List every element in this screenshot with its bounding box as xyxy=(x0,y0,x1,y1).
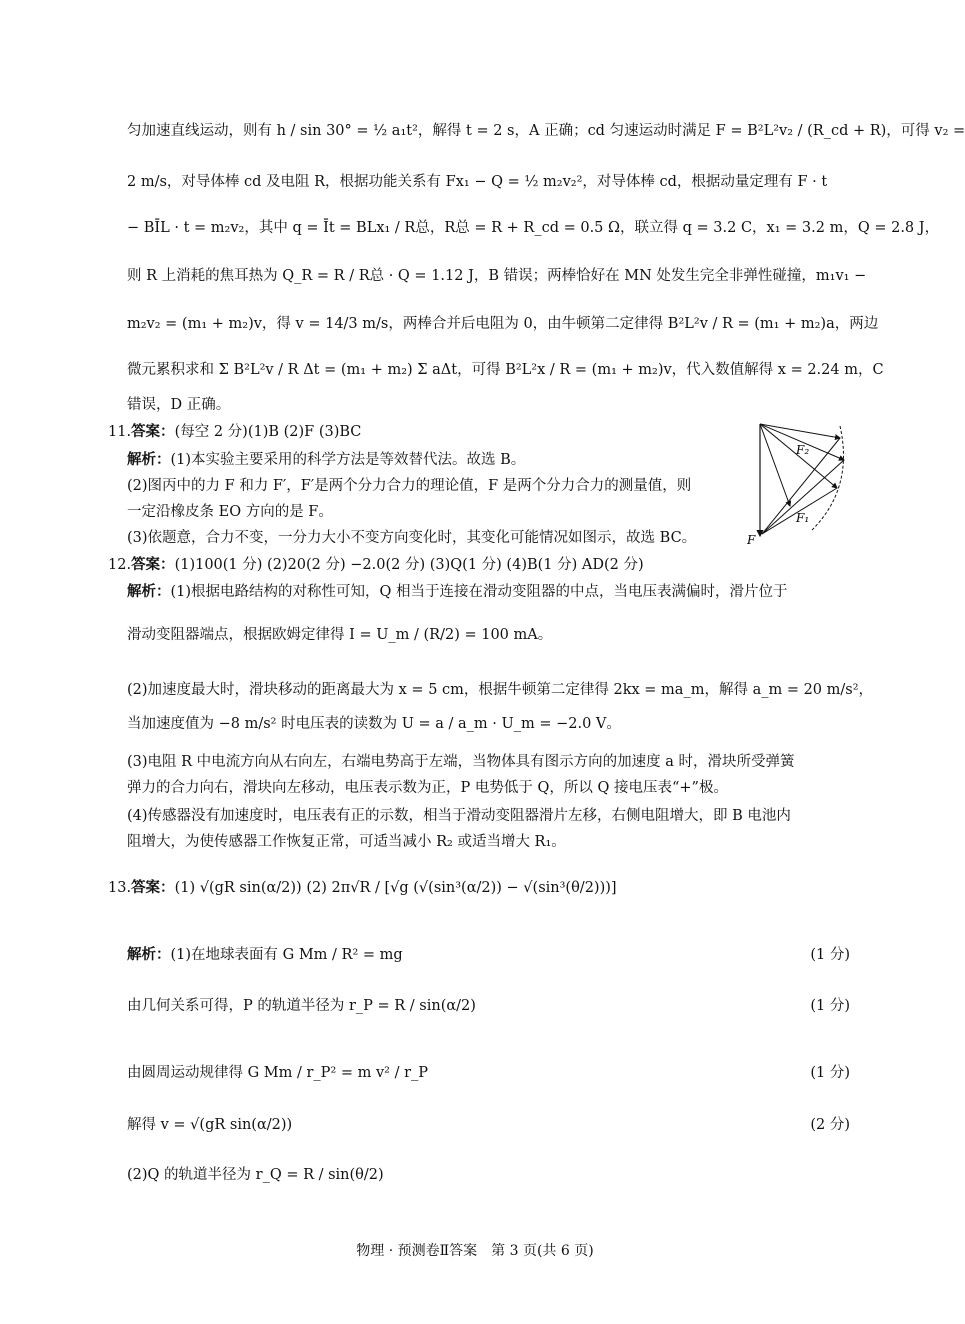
q13-answer: (1) √(gR sin(α/2)) (2) 2π√R / [√g (√(sin³(α/2)) − √(sin³(θ/2)))] xyxy=(174,880,617,896)
q11-answer-row xyxy=(108,422,361,442)
q12-answer-label: 答案： xyxy=(131,556,175,573)
q12-analysis-8: 阻增大，为使传感器工作恢复正常，可适当减小 R₂ 或适当增大 R₁。 xyxy=(127,834,566,850)
continuation-line-4: 则 R 上消耗的焦耳热为 Q_R = R / R总 · Q = 1.12 J，B 错误；两棒恰好在 MN 处发生完全非弹性碰撞，m₁v₁ − xyxy=(127,268,867,284)
label-f1: F₁ xyxy=(796,511,810,525)
continuation-line-6: 微元累积求和 Σ B²L²v / R Δt = (m₁ + m₂) Σ aΔt，可得 B²L²x / R = (m₁ + m₂)v，代入数值解得 x = 2.24 m，C xyxy=(127,362,884,378)
continuation-line-7: 错误，D 正确。 xyxy=(127,397,231,413)
f1-arrow-1 xyxy=(760,424,840,438)
q11-answer: (每空 2 分)(1)B (2)F (3)BC xyxy=(174,424,362,440)
q13-points-2: (1 分) xyxy=(810,998,850,1014)
q12-analysis-2: 滑动变阻器端点，根据欧姆定律得 I = U_m / (R/2) = 100 mA。 xyxy=(127,627,553,643)
q12-analysis-4: 当加速度值为 −8 m/s² 时电压表的读数为 U = a / a_m · U_m = −2.0 V。 xyxy=(127,716,621,732)
q13-number: 13. xyxy=(108,880,132,896)
q12-analysis-3: (2)加速度最大时，滑块移动的距离最大为 x = 5 cm，根据牛顿第二定律得 2kx = ma_m，解得 a_m = 20 m/s²， xyxy=(127,682,874,698)
q13-step-5: (2)Q 的轨道半径为 r_Q = R / sin(θ/2) xyxy=(127,1167,384,1183)
continuation-line-5: m₂v₂ = (m₁ + m₂)v，得 v = 14/3 m/s，两棒合并后电阻为 0，由牛顿第二定律得 B²L²v / R = (m₁ + m₂)a，两边 xyxy=(127,316,879,332)
q12-analysis-5: (3)电阻 R 中电流方向从右向左，右端电势高于左端，当物体具有图示方向的加速度 a 时，滑块所受弹簧 xyxy=(127,754,795,770)
q13-points-4: (2 分) xyxy=(810,1117,850,1133)
q13-answer-label: 答案： xyxy=(131,879,175,896)
page-footer: 物理 · 预测卷Ⅱ答案 第 3 页(共 6 页) xyxy=(356,1243,594,1259)
force-diagram xyxy=(747,418,857,548)
q11-analysis-text-1: (1)本实验主要采用的科学方法是等效替代法。故选 B。 xyxy=(170,452,526,468)
label-f: F xyxy=(747,533,756,547)
q13-points-1: (1 分) xyxy=(810,947,850,963)
q12-number: 12. xyxy=(108,557,132,573)
q12-analysis-label: 解析： xyxy=(127,583,171,600)
q13-step-3: 由圆周运动规律得 G Mm / r_P² = m v² / r_P xyxy=(127,1065,429,1081)
q12-analysis-7: (4)传感器没有加速度时，电压表有正的示数，相当于滑动变阻器滑片左移，右侧电阻增大，即 B 电池内 xyxy=(127,808,791,824)
q13-points-3: (1 分) xyxy=(810,1065,850,1081)
q11-analysis-label: 解析： xyxy=(127,451,171,468)
q13-answer-row xyxy=(108,878,617,898)
label-f2: F₂ xyxy=(796,443,810,457)
q11-analysis-3: 一定沿橡皮条 EO 方向的是 F。 xyxy=(127,504,333,520)
arc-dashed xyxy=(812,426,844,530)
q13-analysis-label: 解析： xyxy=(127,946,171,963)
q11-analysis-4: (3)依题意，合力不变，一分力大小不变方向变化时，其变化可能情况如图示，故选 BC。 xyxy=(127,530,697,546)
q12-answer: (1)100(1 分) (2)20(2 分) −2.0(2 分) (3)Q(1 分) (4)B(1 分) AD(2 分) xyxy=(174,557,644,573)
q13-step-1-text: (1)在地球表面有 G Mm / R² = mg xyxy=(170,947,403,963)
q11-answer-label: 答案： xyxy=(131,423,175,440)
q11-analysis-2: (2)图丙中的力 F 和力 F′，F′是两个分力合力的理论值，F 是两个分力合力的测量值，则 xyxy=(127,478,692,494)
continuation-line-2: 2 m/s，对导体棒 cd 及电阻 R，根据功能关系有 Fx₁ − Q = ½ m₂v₂²，对导体棒 cd，根据动量定理有 F · t xyxy=(127,174,828,190)
continuation-line-1: 匀加速直线运动，则有 h / sin 30° = ½ a₁t²，解得 t = 2 s，A 正确；cd 匀速运动时满足 F = B²L²v₂ / (R_cd + R)，可得 v₂ = xyxy=(127,123,965,139)
q12-answer-row xyxy=(108,555,644,575)
continuation-line-3: − BĪL · t = m₂v₂，其中 q = Īt = BLx₁ / R总，R总 = R + R_cd = 0.5 Ω，联立得 q = 3.2 C，x₁ = 3.2 m，Q = 2.8 J， xyxy=(127,220,940,236)
q11-analysis-1 xyxy=(127,450,525,470)
q12-analysis-6: 弹力的合力向右，滑块向左移动，电压表示数为正，P 电势低于 Q，所以 Q 接电压表“+”极。 xyxy=(127,780,728,796)
q13-step-4: 解得 v = √(gR sin(α/2)) xyxy=(127,1117,293,1133)
q13-step-1 xyxy=(127,945,403,965)
q13-step-2: 由几何关系可得，P 的轨道半径为 r_P = R / sin(α/2) xyxy=(127,998,476,1014)
q12-analysis-1 xyxy=(127,582,788,602)
q12-analysis-text-1: (1)根据电路结构的对称性可知，Q 相当于连接在滑动变阻器的中点，当电压表满偏时，滑片位于 xyxy=(170,584,788,600)
q11-number: 11. xyxy=(108,424,132,440)
